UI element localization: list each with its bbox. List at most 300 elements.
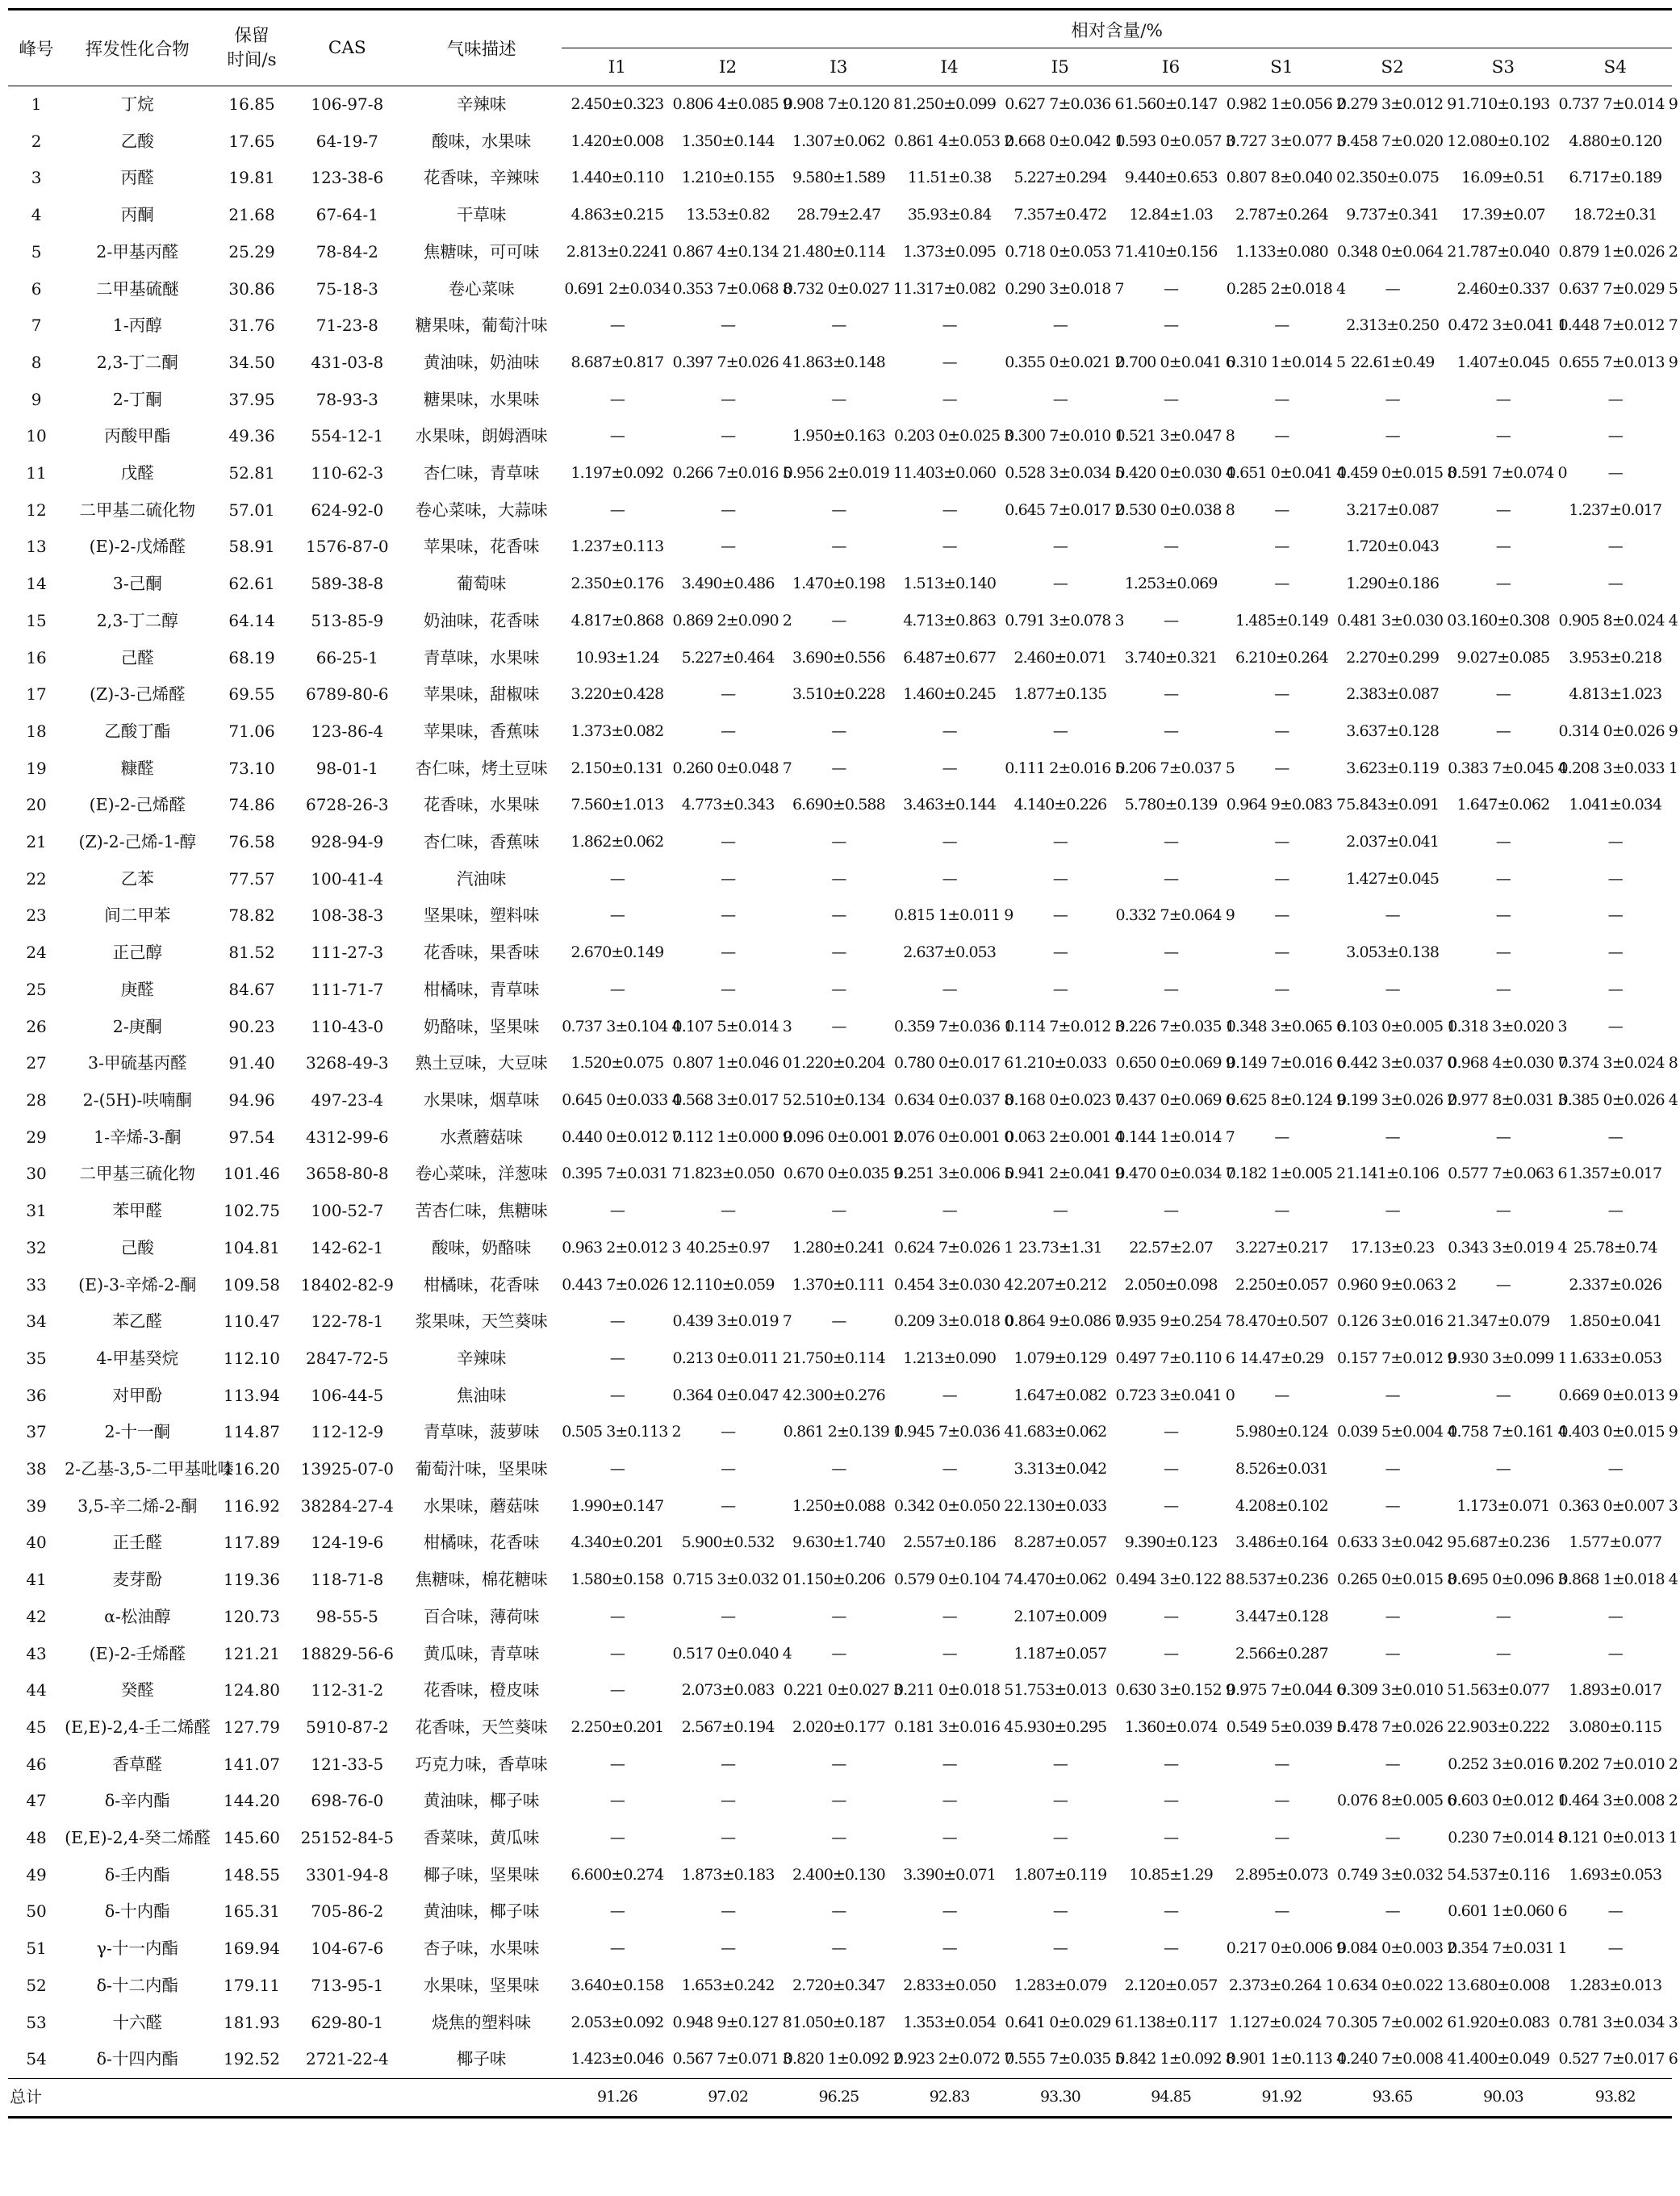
relative-content-cell: 2.120±0.057 — [1124, 1976, 1218, 1994]
relative-content-cell: — — [1607, 464, 1623, 483]
cas-number-cell: 698-76-0 — [311, 1791, 384, 1811]
relative-content-cell: 0.348 3±0.065 6 — [1226, 1017, 1346, 1035]
relative-content-cell: 1.210±0.033 — [1013, 1054, 1107, 1073]
relative-content-cell: — — [721, 1829, 736, 1847]
relative-content-cell: 5.227±0.294 — [1013, 169, 1107, 187]
retention-time-cell: 179.11 — [224, 1975, 281, 1995]
relative-content-cell: — — [831, 537, 846, 556]
relative-content-cell: 0.252 3±0.016 7 — [1448, 1755, 1567, 1773]
peak-number-cell: 28 — [26, 1090, 47, 1110]
relative-content-cell: 0.103 0±0.005 1 — [1337, 1017, 1456, 1035]
relative-content-cell: 0.383 7±0.045 4 — [1448, 759, 1567, 777]
relative-content-cell: 18.72±0.31 — [1573, 206, 1657, 224]
relative-content-cell: — — [1164, 943, 1179, 962]
relative-content-cell: — — [609, 1202, 625, 1220]
relative-content-cell: 0.494 3±0.122 8 — [1115, 1571, 1235, 1589]
relative-content-cell: 0.948 9±0.127 8 — [672, 2013, 792, 2031]
odor-description-cell: 香菜味，黄瓜味 — [423, 1828, 540, 1848]
compound-name-cell: 3,5-辛二烯-2-酮 — [77, 1495, 198, 1516]
table-row — [8, 1009, 1672, 1046]
relative-content-cell: 0.203 0±0.025 3 — [894, 427, 1013, 445]
relative-content-cell: — — [1607, 537, 1623, 556]
retention-time-cell: 52.81 — [228, 463, 275, 483]
peak-number-cell: 14 — [26, 574, 47, 594]
table-row — [8, 123, 1672, 161]
relative-content-cell: — — [1164, 722, 1179, 740]
relative-content-cell: 0.318 3±0.020 3 — [1448, 1017, 1567, 1035]
odor-description-cell: 浆果味，天竺葵味 — [415, 1311, 548, 1332]
relative-content-cell: 0.930 3±0.099 1 — [1448, 1349, 1567, 1367]
relative-content-cell: — — [1495, 1202, 1511, 1220]
odor-description-cell: 杏仁味，青草味 — [423, 463, 540, 483]
relative-content-cell: 0.505 3±0.113 2 — [562, 1423, 681, 1441]
relative-content-cell: 0.982 1±0.056 2 — [1226, 95, 1346, 113]
relative-content-cell: — — [1274, 1792, 1289, 1810]
relative-content-cell: 1.350±0.144 — [681, 132, 775, 150]
relative-content-cell: 2.020±0.177 — [792, 1717, 885, 1736]
relative-content-cell: — — [942, 1939, 957, 1958]
compound-name-cell: 乙酸丁酯 — [104, 721, 171, 741]
odor-description-cell: 辛辣味 — [456, 1348, 507, 1368]
relative-content-cell: 0.977 8±0.031 3 — [1448, 1090, 1567, 1109]
compound-name-cell: (E)-2-己烯醛 — [89, 795, 186, 815]
relative-content-cell: — — [1274, 1202, 1289, 1220]
relative-content-cell: 1.041±0.034 — [1569, 796, 1662, 814]
relative-content-cell: 3.640±0.158 — [570, 1976, 664, 1994]
relative-content-cell: — — [1274, 537, 1289, 556]
relative-content-cell: — — [1052, 1902, 1068, 1921]
relative-content-cell: 1.460±0.245 — [903, 685, 997, 704]
relative-content-cell: 0.230 7±0.014 8 — [1448, 1829, 1567, 1847]
relative-content-cell: — — [1607, 390, 1623, 408]
header-relative-content: 相对含量/% — [562, 10, 1672, 48]
relative-content-cell: 1.873±0.183 — [681, 1865, 775, 1884]
table-row — [8, 1488, 1672, 1525]
relative-content-cell: — — [1495, 575, 1511, 593]
retention-time-cell: 34.50 — [228, 352, 275, 372]
relative-content-cell: 0.963 2±0.012 3 — [562, 1238, 681, 1257]
relative-content-cell: — — [1607, 427, 1623, 445]
peak-number-cell: 39 — [26, 1495, 47, 1516]
relative-content-cell: — — [1607, 1902, 1623, 1921]
relative-content-cell: 9.440±0.653 — [1124, 169, 1218, 187]
table-row — [8, 1893, 1672, 1930]
relative-content-cell: — — [721, 1939, 736, 1958]
relative-content-cell: 0.458 7±0.020 1 — [1337, 132, 1456, 150]
cas-number-cell: 6789-80-6 — [305, 684, 389, 705]
odor-description-cell: 酸味，奶酪味 — [432, 1237, 532, 1257]
relative-content-cell: 1.210±0.155 — [681, 169, 775, 187]
table-row — [8, 1820, 1672, 1857]
relative-content-cell: 1.173±0.071 — [1456, 1496, 1550, 1515]
relative-content-cell: 0.923 2±0.072 7 — [894, 2050, 1013, 2068]
table-row — [8, 1230, 1672, 1267]
peak-number-cell: 22 — [26, 868, 47, 889]
header-retention-time — [210, 10, 293, 86]
relative-content-cell: — — [1052, 906, 1068, 925]
relative-content-cell: 0.279 3±0.012 9 — [1337, 95, 1456, 113]
compound-name-cell: (Z)-2-己烯-1-醇 — [78, 832, 197, 852]
relative-content-cell: 1.250±0.088 — [792, 1496, 885, 1515]
relative-content-cell: 0.355 0±0.021 2 — [1005, 353, 1124, 371]
relative-content-cell: — — [1274, 759, 1289, 777]
retention-time-cell: 141.07 — [224, 1754, 281, 1774]
relative-content-cell: 0.464 3±0.008 2 — [1558, 1792, 1678, 1810]
relative-content-cell: 1.580±0.158 — [570, 1571, 664, 1589]
relative-content-cell: 5.980±0.124 — [1235, 1423, 1328, 1441]
cas-number-cell: 3301-94-8 — [305, 1864, 389, 1884]
relative-content-cell: — — [942, 1644, 957, 1663]
relative-content-cell: 0.624 7±0.026 1 — [894, 1238, 1013, 1257]
relative-content-cell: 2.637±0.053 — [903, 943, 997, 962]
relative-content-cell: 1.577±0.077 — [1569, 1533, 1662, 1552]
relative-content-cell: 0.442 3±0.037 0 — [1337, 1054, 1456, 1073]
relative-content-cell: 17.39±0.07 — [1461, 206, 1545, 224]
compound-name-cell: δ-十四内酯 — [96, 2049, 178, 2069]
relative-content-cell: 17.13±0.23 — [1350, 1238, 1435, 1257]
table-row — [8, 307, 1672, 345]
relative-content-cell: 1.407±0.045 — [1456, 353, 1550, 371]
table-row — [8, 382, 1672, 419]
empty-cell — [210, 2078, 293, 2117]
relative-content-cell: 0.126 3±0.016 2 — [1337, 1312, 1456, 1331]
relative-content-cell: — — [609, 1386, 625, 1404]
relative-content-cell: 16.09±0.51 — [1461, 169, 1545, 187]
relative-content-cell: — — [1385, 1829, 1400, 1847]
relative-content-cell: 0.791 3±0.078 3 — [1005, 611, 1124, 630]
header-retention-time-line1: 保留 — [234, 25, 270, 46]
relative-content-cell: 1.410±0.156 — [1124, 242, 1218, 261]
retention-time-cell: 169.94 — [224, 1939, 281, 1959]
retention-time-cell: 181.93 — [224, 2012, 281, 2032]
peak-number-cell: 23 — [26, 906, 47, 926]
relative-content-cell: — — [831, 1644, 846, 1663]
table-row — [8, 935, 1672, 972]
relative-content-cell: 4.340±0.201 — [570, 1533, 664, 1552]
compound-name-cell: 庚醛 — [120, 979, 154, 999]
relative-content-cell: — — [721, 1607, 736, 1625]
header-sample-i4: I4 — [940, 56, 959, 77]
relative-content-cell: 1.353±0.054 — [903, 2013, 997, 2031]
total-value-cell: 97.02 — [673, 2078, 784, 2117]
relative-content-cell: 0.758 7±0.161 4 — [1448, 1423, 1567, 1441]
relative-content-cell: — — [1052, 390, 1068, 408]
relative-content-cell: 0.260 0±0.048 7 — [672, 759, 792, 777]
relative-content-cell: 0.481 3±0.030 0 — [1337, 611, 1456, 630]
relative-content-cell: 1.470±0.198 — [792, 575, 885, 593]
compound-name-cell: 3-甲硫基丙醛 — [88, 1053, 187, 1073]
relative-content-cell: 0.941 2±0.041 9 — [1005, 1165, 1124, 1183]
compound-name-cell: 二甲基二硫化物 — [79, 500, 196, 520]
relative-content-cell: 7.560±1.013 — [570, 796, 664, 814]
peak-number-cell: 19 — [26, 758, 47, 778]
relative-content-cell: 0.497 7±0.110 6 — [1115, 1349, 1235, 1367]
relative-content-cell: — — [942, 833, 957, 851]
relative-content-cell: 1.520±0.075 — [570, 1054, 664, 1073]
total-value-cell: 91.92 — [1227, 2078, 1337, 2117]
relative-content-cell: — — [1164, 869, 1179, 888]
relative-content-cell: — — [1385, 980, 1400, 998]
relative-content-cell: — — [942, 759, 957, 777]
compound-name-cell: 2-乙基-3,5-二甲基吡嗪 — [65, 1459, 235, 1479]
header-sample-s3: S3 — [1491, 56, 1515, 77]
header-sample-s4: S4 — [1603, 56, 1627, 77]
relative-content-cell: 8.470±0.507 — [1235, 1312, 1328, 1331]
relative-content-cell: 4.537±0.116 — [1456, 1865, 1550, 1884]
relative-content-cell: 1.693±0.053 — [1569, 1865, 1662, 1884]
relative-content-cell: 3.227±0.217 — [1235, 1238, 1328, 1257]
relative-content-cell: 1.863±0.148 — [792, 353, 885, 371]
relative-content-cell: — — [1385, 1202, 1400, 1220]
relative-content-cell: 0.114 7±0.012 3 — [1005, 1017, 1124, 1035]
relative-content-cell: 25.78±0.74 — [1573, 1238, 1657, 1257]
relative-content-cell: 11.51±0.38 — [907, 169, 992, 187]
relative-content-cell: 2.053±0.092 — [570, 2013, 664, 2031]
relative-content-cell: 0.634 0±0.037 8 — [894, 1090, 1013, 1109]
relative-content-cell: 1.317±0.082 — [903, 279, 997, 298]
relative-content-cell: — — [1164, 1496, 1179, 1515]
relative-content-cell: 0.395 7±0.031 7 — [562, 1165, 681, 1183]
relative-content-cell: 0.226 7±0.035 1 — [1115, 1017, 1235, 1035]
relative-content-cell: 1.423±0.046 — [570, 2050, 664, 2068]
relative-content-cell: 0.869 2±0.090 2 — [672, 611, 792, 630]
table-header — [8, 10, 1672, 86]
relative-content-cell: 0.528 3±0.034 5 — [1005, 464, 1124, 483]
relative-content-cell: 3.313±0.042 — [1013, 1460, 1107, 1479]
relative-content-cell: 0.265 0±0.015 8 — [1337, 1571, 1456, 1589]
table-row — [8, 972, 1672, 1009]
relative-content-cell: 1.633±0.053 — [1569, 1349, 1662, 1367]
peak-number-cell: 36 — [26, 1385, 47, 1405]
cas-number-cell: 112-12-9 — [311, 1422, 384, 1442]
relative-content-cell: 2.107±0.009 — [1013, 1607, 1107, 1625]
relative-content-cell: — — [721, 980, 736, 998]
compound-name-cell: 3-己酮 — [112, 574, 162, 594]
relative-content-cell: — — [609, 1902, 625, 1921]
peak-number-cell: 32 — [26, 1237, 47, 1257]
compound-name-cell: 对甲酚 — [112, 1385, 163, 1405]
peak-number-cell: 8 — [31, 352, 42, 372]
peak-number-cell: 47 — [26, 1791, 47, 1811]
relative-content-cell: — — [721, 390, 736, 408]
relative-content-cell: 1.950±0.163 — [792, 427, 885, 445]
header-sample-i6: I6 — [1162, 56, 1181, 77]
compound-name-cell: 正己醇 — [112, 943, 163, 963]
relative-content-cell: — — [609, 1349, 625, 1367]
odor-description-cell: 干草味 — [456, 205, 507, 225]
relative-content-cell: 0.691 2±0.034 — [564, 279, 671, 298]
total-value-cell: 93.65 — [1337, 2078, 1448, 2117]
relative-content-cell: 10.93±1.24 — [575, 648, 659, 667]
cas-number-cell: 431-03-8 — [311, 352, 384, 372]
retention-time-cell: 145.60 — [224, 1828, 281, 1848]
relative-content-cell: — — [1164, 1202, 1179, 1220]
peak-number-cell: 25 — [26, 979, 47, 999]
odor-description-cell: 百合味，薄荷味 — [423, 1606, 540, 1626]
relative-content-cell: 4.140±0.226 — [1013, 796, 1107, 814]
cas-number-cell: 5910-87-2 — [305, 1717, 389, 1737]
relative-content-cell: 2.313±0.250 — [1346, 316, 1440, 335]
odor-description-cell: 苹果味，香蕉味 — [423, 721, 540, 741]
relative-content-cell: 2.337±0.026 — [1569, 1275, 1662, 1294]
table-row — [8, 1119, 1672, 1157]
odor-description-cell: 卷心菜味，大蒜味 — [415, 500, 548, 520]
relative-content-cell: — — [721, 1792, 736, 1810]
relative-content-cell: — — [1274, 390, 1289, 408]
relative-content-cell: 2.460±0.071 — [1013, 648, 1107, 667]
table-row — [8, 529, 1672, 566]
relative-content-cell: 3.463±0.144 — [903, 796, 997, 814]
relative-content-cell: 3.623±0.119 — [1346, 759, 1440, 777]
relative-content-cell: — — [1495, 685, 1511, 704]
retention-time-cell: 69.55 — [228, 684, 275, 705]
compound-name-cell: 2-(5H)-呋喃酮 — [82, 1090, 192, 1110]
relative-content-cell: 0.439 3±0.019 7 — [672, 1312, 792, 1331]
relative-content-cell: 0.403 0±0.015 9 — [1558, 1423, 1678, 1441]
relative-content-cell: — — [609, 1312, 625, 1331]
relative-content-cell: — — [1385, 1386, 1400, 1404]
relative-content-cell: 2.207±0.212 — [1013, 1275, 1107, 1294]
relative-content-cell: 1.357±0.017 — [1569, 1165, 1662, 1183]
relative-content-cell: 2.787±0.264 — [1235, 206, 1328, 224]
cas-number-cell: 2847-72-5 — [305, 1348, 389, 1368]
odor-description-cell: 焦糖味，棉花糖味 — [415, 1570, 548, 1590]
compound-name-cell: (E)-2-壬烯醛 — [89, 1643, 186, 1663]
header-compound: 挥发性化合物 — [85, 40, 190, 60]
peak-number-cell: 35 — [26, 1348, 47, 1368]
relative-content-cell: 4.817±0.868 — [570, 611, 664, 630]
table-row — [8, 824, 1672, 861]
peak-number-cell: 50 — [26, 1901, 47, 1922]
relative-content-cell: — — [1385, 390, 1400, 408]
odor-description-cell: 黄油味，椰子味 — [423, 1901, 540, 1922]
relative-content-cell: 0.478 7±0.026 2 — [1337, 1717, 1456, 1736]
relative-content-cell: — — [942, 980, 957, 998]
relative-content-cell: 0.343 3±0.019 4 — [1448, 1238, 1567, 1257]
header-retention-time-line2: 时间/s — [227, 49, 277, 70]
relative-content-cell: 0.521 3±0.047 8 — [1115, 427, 1235, 445]
relative-content-cell: 1.513±0.140 — [903, 575, 997, 593]
relative-content-cell: 0.354 7±0.031 1 — [1448, 1939, 1567, 1958]
relative-content-cell: — — [1164, 1644, 1179, 1663]
relative-content-cell: 0.670 0±0.035 9 — [783, 1165, 903, 1183]
relative-content-cell: 2.903±0.222 — [1456, 1717, 1550, 1736]
relative-content-cell: — — [1274, 575, 1289, 593]
cas-number-cell: 4312-99-6 — [305, 1127, 389, 1147]
cas-number-cell: 713-95-1 — [311, 1975, 384, 1995]
relative-content-cell: — — [1385, 1127, 1400, 1146]
peak-number-cell: 43 — [26, 1643, 47, 1663]
compound-name-cell: 二甲基三硫化物 — [79, 1164, 196, 1184]
relative-content-cell: — — [1274, 1386, 1289, 1404]
relative-content-cell: — — [609, 1755, 625, 1773]
relative-content-cell: — — [1607, 943, 1623, 962]
peak-number-cell: 31 — [26, 1201, 47, 1221]
relative-content-cell: — — [721, 1902, 736, 1921]
retention-time-cell: 31.76 — [228, 316, 275, 336]
relative-content-cell: — — [1607, 1644, 1623, 1663]
relative-content-cell: 6.487±0.677 — [903, 648, 997, 667]
relative-content-cell: 3.953±0.218 — [1569, 648, 1662, 667]
cas-number-cell: 554-12-1 — [311, 426, 384, 446]
relative-content-cell: 1.197±0.092 — [570, 464, 664, 483]
relative-content-cell: — — [1164, 833, 1179, 851]
peak-number-cell: 5 — [31, 241, 42, 261]
table-row — [8, 2041, 1672, 2078]
cas-number-cell: 1576-87-0 — [305, 537, 389, 557]
compound-name-cell: 2-丁酮 — [112, 389, 162, 409]
table-row — [8, 1341, 1672, 1378]
peak-number-cell: 49 — [26, 1864, 47, 1884]
relative-content-cell: 3.447±0.128 — [1235, 1607, 1328, 1625]
table-row — [8, 1783, 1672, 1820]
cas-number-cell: 104-67-6 — [311, 1939, 384, 1959]
relative-content-cell: 0.209 3±0.018 0 — [894, 1312, 1013, 1331]
relative-content-cell: — — [1164, 279, 1179, 298]
relative-content-cell: — — [1385, 1607, 1400, 1625]
relative-content-cell: — — [1164, 980, 1179, 998]
relative-content-cell: 1.138±0.117 — [1124, 2013, 1218, 2031]
relative-content-cell: 0.781 3±0.034 3 — [1558, 2013, 1678, 2031]
compound-name-cell: 2-庚酮 — [112, 1016, 162, 1036]
peak-number-cell: 4 — [31, 205, 42, 225]
odor-description-cell: 黄油味，椰子味 — [423, 1791, 540, 1811]
cas-number-cell: 18402-82-9 — [300, 1274, 394, 1295]
relative-content-cell: 6.690±0.588 — [792, 796, 885, 814]
relative-content-cell: — — [831, 1755, 846, 1773]
relative-content-cell: 9.390±0.123 — [1124, 1533, 1218, 1552]
relative-content-cell: — — [1164, 316, 1179, 335]
relative-content-cell: — — [1607, 1939, 1623, 1958]
relative-content-cell: 1.400±0.049 — [1456, 2050, 1550, 2068]
relative-content-cell: 0.206 7±0.037 5 — [1115, 759, 1235, 777]
peak-number-cell: 37 — [26, 1422, 47, 1442]
relative-content-cell: — — [1052, 722, 1068, 740]
relative-content-cell: 2.460±0.337 — [1456, 279, 1550, 298]
relative-content-cell: 0.397 7±0.026 4 — [672, 353, 792, 371]
relative-content-cell: 1.720±0.043 — [1346, 537, 1440, 556]
cas-number-cell: 112-31-2 — [311, 1680, 384, 1700]
relative-content-cell: 0.579 0±0.104 7 — [894, 1571, 1013, 1589]
relative-content-cell: 1.127±0.024 7 — [1228, 2013, 1335, 2031]
relative-content-cell: 3.217±0.087 — [1346, 500, 1440, 519]
relative-content-cell: — — [831, 722, 846, 740]
compound-name-cell: 己酸 — [120, 1237, 154, 1257]
retention-time-cell: 101.46 — [224, 1164, 281, 1184]
relative-content-cell: 9.580±1.589 — [792, 169, 885, 187]
total-row — [8, 2078, 1672, 2117]
odor-description-cell: 卷心菜味，洋葱味 — [415, 1164, 548, 1184]
relative-content-cell: — — [1164, 1939, 1179, 1958]
retention-time-cell: 78.82 — [228, 906, 275, 926]
relative-content-cell: 5.227±0.464 — [681, 648, 775, 667]
peak-number-cell: 42 — [26, 1606, 47, 1626]
relative-content-cell: 9.737±0.341 — [1346, 206, 1440, 224]
odor-description-cell: 糖果味，水果味 — [423, 389, 540, 409]
relative-content-cell: — — [1607, 1202, 1623, 1220]
relative-content-cell: — — [831, 1607, 846, 1625]
relative-content-cell: — — [1385, 1755, 1400, 1773]
peak-number-cell: 46 — [26, 1754, 47, 1774]
relative-content-cell: 0.448 7±0.012 7 — [1558, 316, 1678, 335]
relative-content-cell: 2.350±0.176 — [570, 575, 664, 593]
cas-number-cell: 705-86-2 — [311, 1901, 384, 1922]
peak-number-cell: 33 — [26, 1274, 47, 1295]
cas-number-cell: 110-62-3 — [311, 463, 384, 483]
peak-number-cell: 29 — [26, 1127, 47, 1147]
relative-content-cell: 0.300 7±0.010 1 — [1005, 427, 1124, 445]
compound-name-cell: 丁烷 — [120, 94, 154, 114]
